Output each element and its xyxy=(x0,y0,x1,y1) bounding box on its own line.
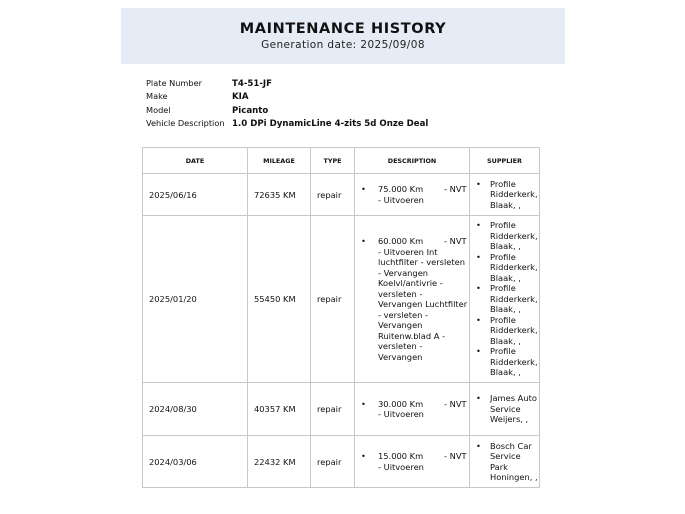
bullet: • xyxy=(476,283,481,294)
row-description xyxy=(355,383,470,436)
description-nvt: - NVT xyxy=(444,236,467,246)
description-item xyxy=(361,399,469,420)
row-type: repair xyxy=(311,174,355,216)
bullet: • xyxy=(476,346,481,357)
bullet: • xyxy=(361,236,366,246)
description-row xyxy=(146,117,428,130)
report-header xyxy=(121,8,565,64)
model-value: Picanto xyxy=(232,105,269,116)
supplier-item xyxy=(476,179,539,211)
supplier-name: Bosch Car Service Park Honingen, , xyxy=(490,440,538,482)
description-value: 1.0 DPi DynamicLine 4-zits 5d Onze Deal xyxy=(232,118,429,129)
supplier-item xyxy=(476,393,539,425)
bullet: • xyxy=(476,251,481,262)
header-mileage: MILEAGE xyxy=(248,148,311,174)
bullet: • xyxy=(476,393,481,404)
row-date: 2025/06/16 xyxy=(143,174,248,216)
bullet: • xyxy=(361,398,366,409)
bullet: • xyxy=(361,184,366,194)
bullet: • xyxy=(476,220,481,231)
row-mileage: 55450 KM xyxy=(248,216,311,383)
generation-date-label: Generation date: xyxy=(261,39,357,51)
bullet: • xyxy=(476,178,481,189)
description-details: - Uitvoeren xyxy=(378,409,424,419)
description-km: 60.000 Km xyxy=(378,236,424,246)
row-date: 2024/08/30 xyxy=(143,383,248,436)
row-mileage: 22432 KM xyxy=(248,436,311,488)
report-title: MAINTENANCE HISTORY xyxy=(239,21,447,37)
supplier-name: James Auto Service Weijers, , xyxy=(490,393,537,425)
row-type: repair xyxy=(311,383,355,436)
table-row xyxy=(143,174,540,216)
plate-row xyxy=(146,77,428,90)
header-supplier: SUPPLIER xyxy=(470,148,540,174)
description-km: 75.000 Km xyxy=(378,184,424,194)
row-supplier xyxy=(470,216,540,383)
supplier-item xyxy=(476,220,539,252)
supplier-item xyxy=(476,315,539,347)
row-supplier xyxy=(470,383,540,436)
row-description xyxy=(355,436,470,488)
generation-date xyxy=(121,38,565,52)
description-nvt: - NVT xyxy=(444,184,467,194)
generation-date-value: 2025/09/08 xyxy=(360,39,425,51)
description-details: - Uitvoeren Int luchtfilter - versleten - Vervangen Koelvl/antivrie - versleten - Vervangen Luchtfilter - versleten - Vervangen Ruitenw.blad A - versleten - Vervangen xyxy=(378,246,468,362)
header-date: DATE xyxy=(143,148,248,174)
make-row xyxy=(146,90,428,103)
description-km: 15.000 Km xyxy=(378,451,424,461)
make-label: Make xyxy=(146,91,168,102)
bullet: • xyxy=(361,451,366,461)
supplier-name: Profile Ridderkerk, Blaak, , xyxy=(490,178,538,210)
table-row xyxy=(143,216,540,383)
description-nvt: - NVT xyxy=(444,451,467,461)
row-date: 2025/01/20 xyxy=(143,216,248,383)
description-details: - Uitvoeren xyxy=(378,194,424,205)
table-row xyxy=(143,436,540,488)
header-description: DESCRIPTION xyxy=(355,148,470,174)
supplier-item xyxy=(476,283,539,315)
supplier-item xyxy=(476,346,539,378)
row-mileage: 72635 KM xyxy=(248,174,311,216)
supplier-item xyxy=(476,252,539,284)
model-label: Model xyxy=(146,104,171,115)
make-value: KIA xyxy=(232,92,249,103)
row-type: repair xyxy=(311,216,355,383)
description-nvt: - NVT xyxy=(444,398,467,409)
row-supplier xyxy=(470,436,540,488)
supplier-name: Profile Ridderkerk, Blaak, , xyxy=(490,314,538,346)
vehicle-info xyxy=(146,77,428,130)
description-item xyxy=(361,451,469,472)
supplier-name: Profile Ridderkerk, Blaak, , xyxy=(490,251,538,283)
maintenance-table xyxy=(142,147,540,488)
table-row xyxy=(143,383,540,436)
description-item xyxy=(361,184,469,205)
bullet: • xyxy=(476,440,481,451)
row-date: 2024/03/06 xyxy=(143,436,248,488)
supplier-name: Profile Ridderkerk, Blaak, , xyxy=(490,220,538,252)
description-details: - Uitvoeren xyxy=(378,461,424,472)
description-km: 30.000 Km xyxy=(378,398,424,409)
row-description xyxy=(355,174,470,216)
description-item xyxy=(361,236,469,362)
supplier-name: Profile Ridderkerk, Blaak, , xyxy=(490,346,538,378)
supplier-name: Profile Ridderkerk, Blaak, , xyxy=(490,283,538,315)
row-description xyxy=(355,216,470,383)
plate-label: Plate Number xyxy=(146,78,202,88)
row-mileage: 40357 KM xyxy=(248,383,311,436)
table-header-row xyxy=(143,148,540,174)
description-label: Vehicle Description xyxy=(146,117,225,128)
supplier-item xyxy=(476,441,539,483)
plate-value: T4-51-JF xyxy=(232,79,273,89)
model-row xyxy=(146,104,428,117)
bullet: • xyxy=(476,314,481,325)
header-type: TYPE xyxy=(311,148,355,174)
row-supplier xyxy=(470,174,540,216)
row-type: repair xyxy=(311,436,355,488)
